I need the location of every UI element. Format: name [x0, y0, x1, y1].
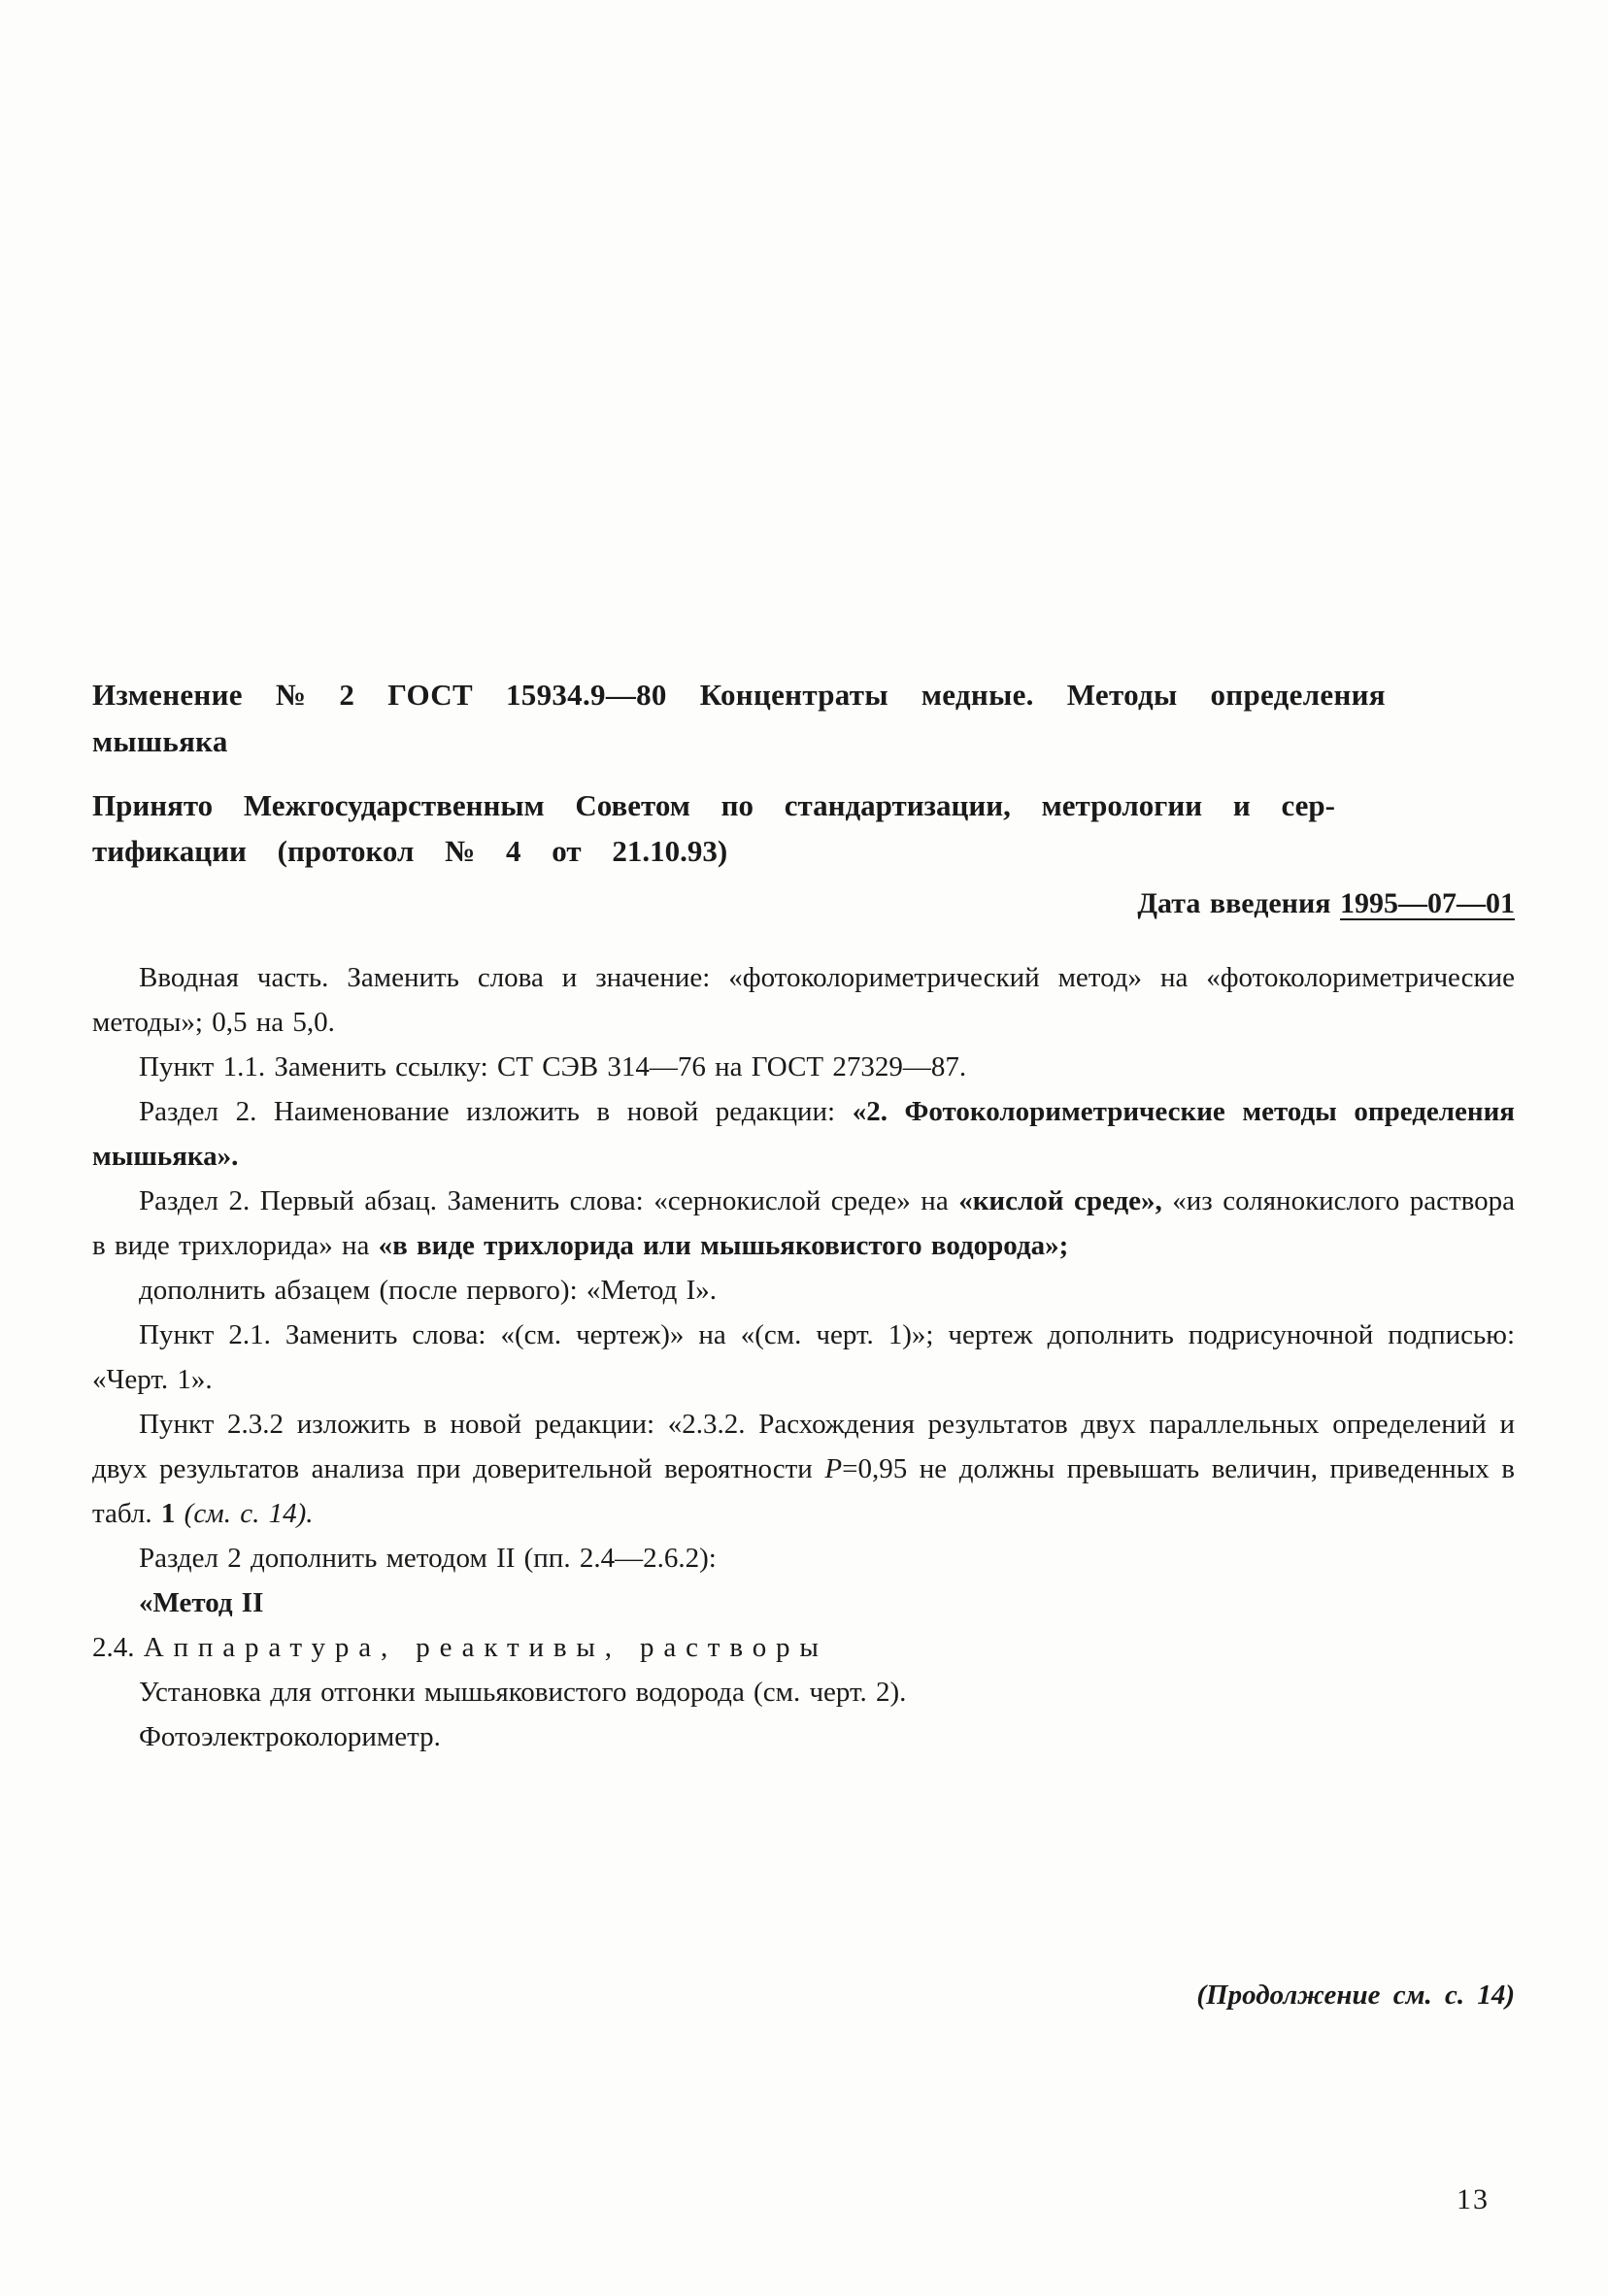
continuation-note: [92, 1973, 1515, 2017]
page-number: 13: [1457, 2183, 1490, 2215]
text-run: «из солянокислого раствора в виде трихлорида» на: [92, 1185, 1515, 1261]
text-run: Вводная часть. Заменить слова и значение: «фотоколориметрический метод» на «фотоколориметрические методы»; 0,5 на 5,0.: [92, 962, 1515, 1038]
body-paragraph-item-2-3-2: [92, 1402, 1515, 1536]
body-paragraph-apparatus-2: [92, 1714, 1515, 1759]
text-run: «Метод II: [139, 1587, 264, 1618]
text-run: тификации (протокол № 4 от 21.10.93): [92, 834, 728, 868]
text-run: Раздел 2 дополнить методом II (пп. 2.4—2.6.2):: [139, 1543, 717, 1574]
text-run: (см. с. 14).: [184, 1498, 314, 1529]
body-paragraph-supplement: [92, 1268, 1515, 1313]
adoption-note: [92, 782, 1515, 874]
text-run: Принято Межгосударственным Советом по стандартизации, метрологии и сер-: [92, 788, 1335, 822]
text-run: Установка для отгонки мышьяковистого водорода (см. черт. 2).: [139, 1677, 907, 1708]
text-run: «2. Фотоколориметрические методы определения мышьяка».: [92, 1096, 1515, 1172]
text-run: «кислой среде»,: [958, 1185, 1162, 1216]
text-run: Р: [824, 1453, 843, 1484]
text-run: мышьяка: [92, 724, 228, 758]
text-run: (Продолжение см. с. 14): [1196, 1980, 1515, 2011]
body-paragraph-section-2-method-ii: [92, 1536, 1515, 1581]
text-run: Дата введения: [1137, 887, 1340, 919]
body-paragraph-section-2-name: [92, 1089, 1515, 1179]
body-paragraph-apparatus-1: [92, 1670, 1515, 1714]
text-run: дополнить абзацем (после первого): «Метод I».: [139, 1275, 718, 1306]
body-paragraph-item-2-4: [92, 1625, 1515, 1670]
body-paragraph-item-2-1: [92, 1313, 1515, 1402]
amendment-title: [92, 672, 1515, 765]
text-run: Раздел 2. Первый абзац. Заменить слова: «сернокислой среде» на: [139, 1185, 959, 1216]
text-run: Изменение № 2 ГОСТ 15934.9—80 Концентраты медные. Методы определения: [92, 678, 1386, 712]
text-run: [175, 1498, 184, 1529]
body-paragraph-section-2-first: [92, 1179, 1515, 1268]
text-run: 2.4.: [92, 1632, 144, 1663]
text-run: Аппаратура, реактивы, растворы: [143, 1632, 828, 1663]
text-run: =0,95 не должны превышать величин, приведенных в табл.: [92, 1453, 1515, 1529]
document-body: [92, 672, 1515, 2017]
text-run: 1995—07—01: [1340, 887, 1515, 919]
text-run: Раздел 2. Наименование изложить в новой редакции:: [139, 1096, 853, 1127]
body-paragraph-method-ii-heading: [92, 1581, 1515, 1625]
body-paragraph-intro: [92, 955, 1515, 1045]
text-run: 1: [160, 1498, 176, 1529]
text-run: Пункт 2.3.2 изложить в новой редакции: «2.3.2. Расхождения результатов двух параллельных определений и двух результатов анализа при доверительной вероятности: [92, 1409, 1515, 1484]
text-run: «в виде трихлорида или мышьяковистого водорода»;: [378, 1230, 1069, 1261]
text-run: Пункт 2.1. Заменить слова: «(см. чертеж)» на «(см. черт. 1)»; чертеж дополнить подрисуночной подписью: «Черт. 1».: [92, 1319, 1515, 1395]
text-run: Фотоэлектроколориметр.: [139, 1721, 441, 1752]
effective-date: [92, 882, 1515, 926]
body-paragraph-item-1-1: [92, 1045, 1515, 1089]
text-run: Пункт 1.1. Заменить ссылку: СТ СЭВ 314—76 на ГОСТ 27329—87.: [139, 1051, 967, 1082]
